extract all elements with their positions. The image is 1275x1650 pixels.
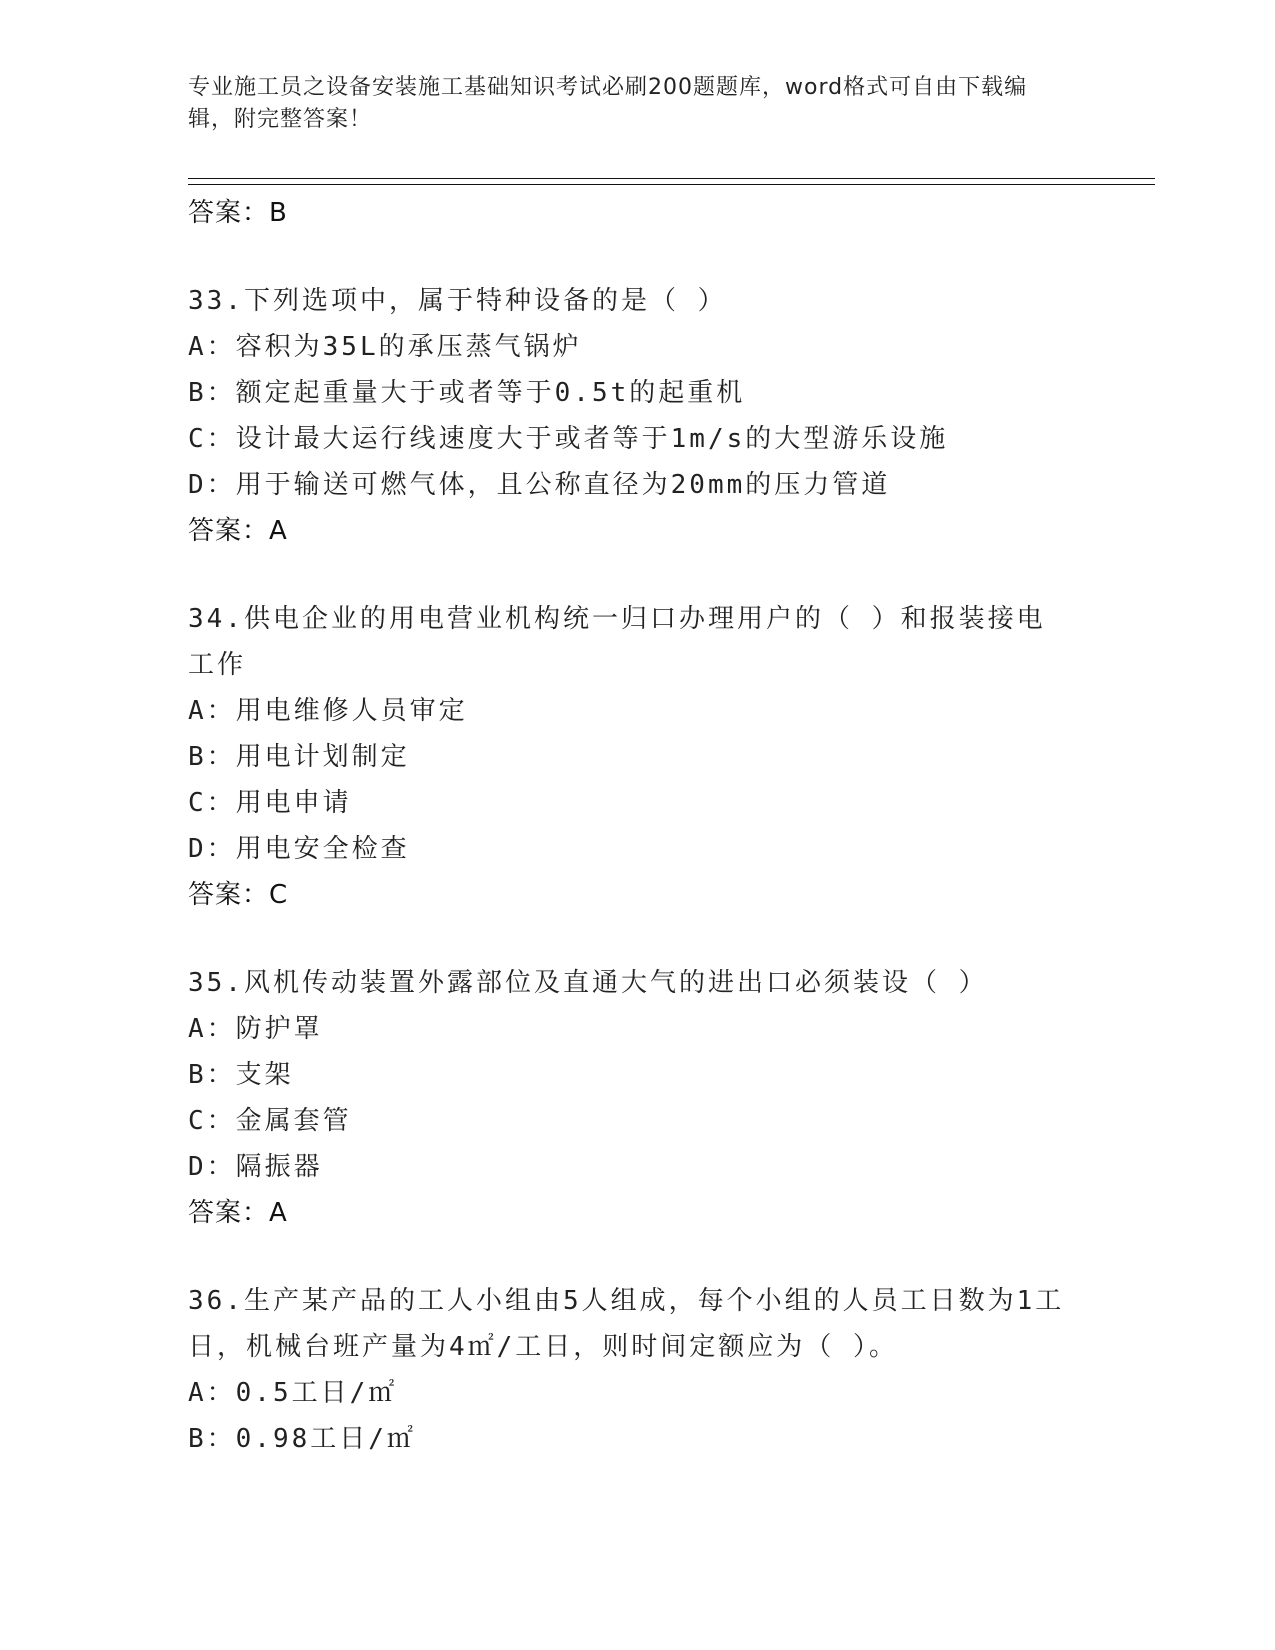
option-c: C：设计最大运行线速度大于或者等于1m/s的大型游乐设施 [188, 424, 949, 454]
question-stem: 34.供电企业的用电营业机构统一归口办理用户的（ ）和报装接电工作 [188, 604, 1046, 680]
option-b: B：用电计划制定 [188, 742, 410, 772]
header-rule-bottom [188, 184, 1155, 185]
option-c: C：金属套管 [188, 1106, 352, 1136]
answer-line: 答案：A [188, 1198, 288, 1228]
option-c: C：用电申请 [188, 788, 352, 818]
answer-line: 答案：C [188, 880, 289, 910]
option-a: A：容积为35L的承压蒸气锅炉 [188, 332, 582, 362]
question-stem: 35.风机传动装置外露部位及直通大气的进出口必须装设（ ） [188, 968, 988, 998]
option-d: D：隔振器 [188, 1152, 323, 1182]
question-stem: 36.生产某产品的工人小组由5人组成，每个小组的人员工日数为1工日，机械台班产量为4㎡/工日，则时间定额应为（ ）。 [188, 1286, 1065, 1362]
option-b: B：额定起重量大于或者等于0.5t的起重机 [188, 378, 746, 408]
question-block [188, 596, 1088, 918]
option-b: B：0.98工日/㎡ [188, 1424, 416, 1454]
answer-line: 答案：B [188, 198, 288, 228]
document-header: 专业施工员之设备安装施工基础知识考试必刷200题题库，word格式可自由下载编辑，附完整答案！ [188, 75, 1028, 132]
header-rule-top [188, 178, 1155, 179]
option-a: A：用电维修人员审定 [188, 696, 468, 726]
question-list [188, 190, 1088, 1462]
question-stem: 33.下列选项中，属于特种设备的是（ ） [188, 286, 727, 316]
question-block [188, 960, 1088, 1236]
option-b: B：支架 [188, 1060, 294, 1090]
option-a: A：0.5工日/㎡ [188, 1378, 398, 1408]
option-a: A：防护罩 [188, 1014, 323, 1044]
option-d: D：用于输送可燃气体，且公称直径为20mm的压力管道 [188, 470, 891, 500]
answer-line: 答案：A [188, 516, 288, 546]
option-d: D：用电安全检查 [188, 834, 410, 864]
question-block [188, 1278, 1088, 1462]
question-block [188, 278, 1088, 554]
